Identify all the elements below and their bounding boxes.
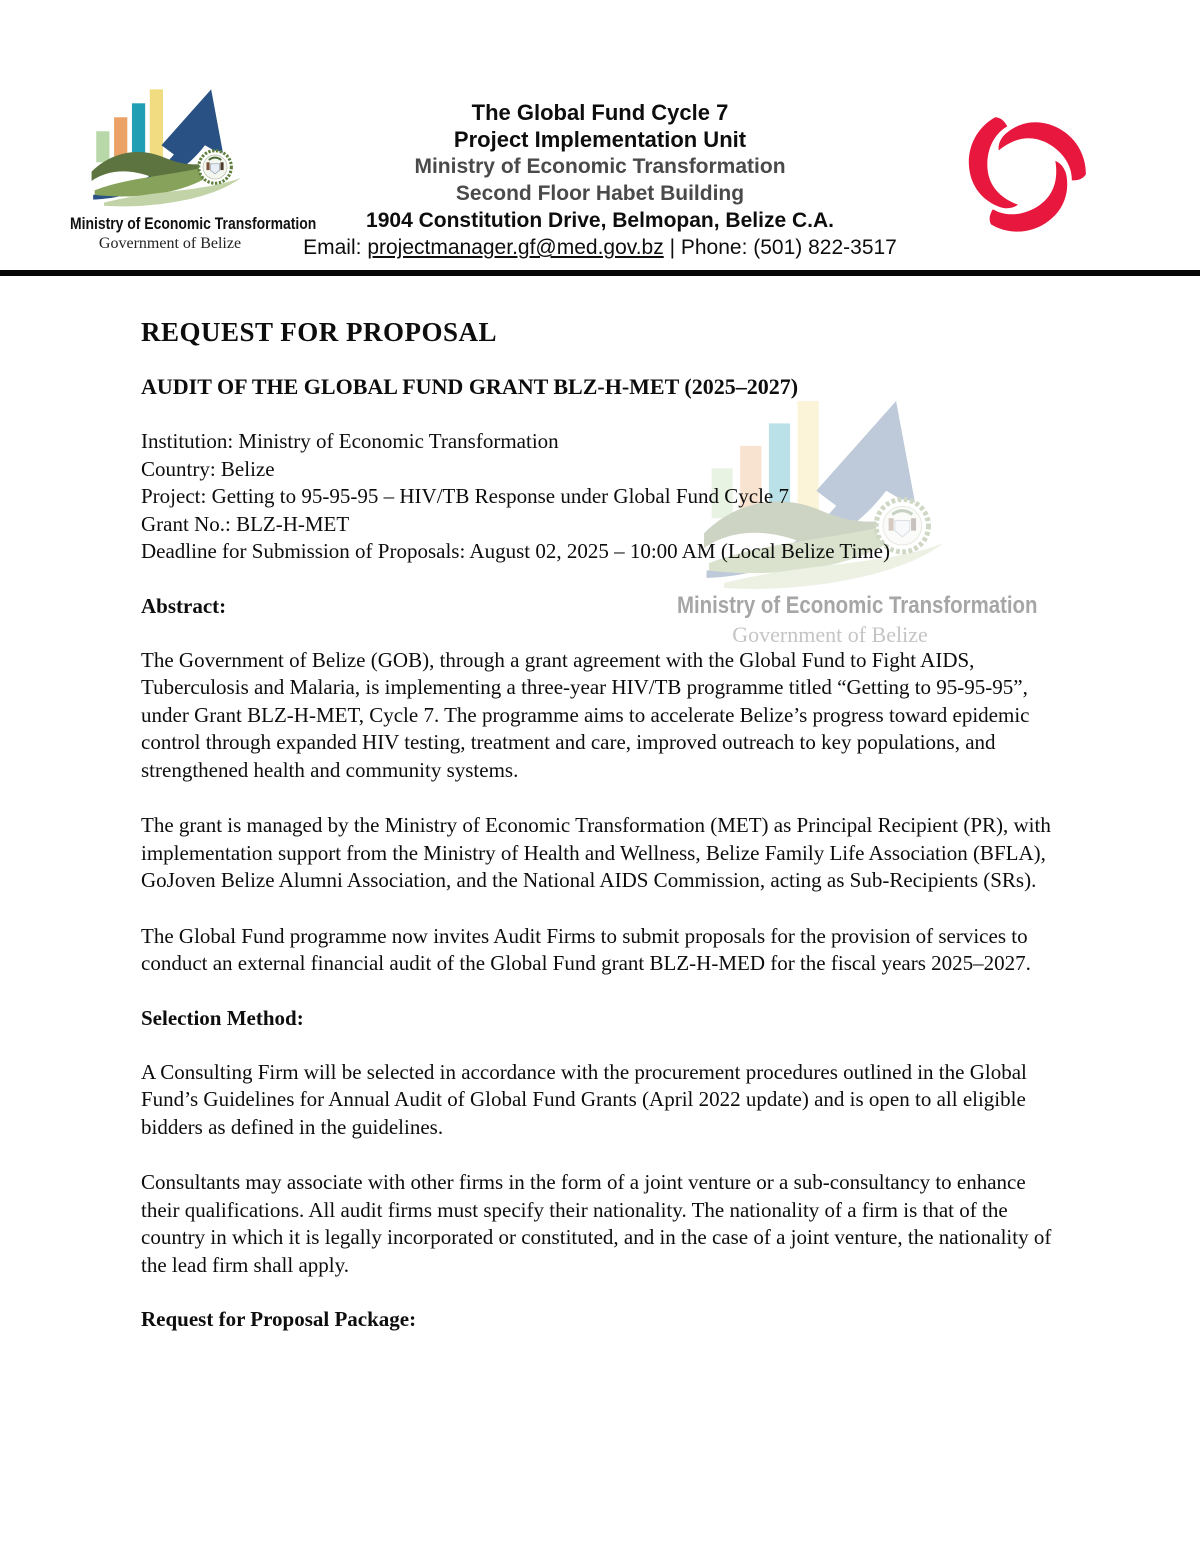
ministry-logo	[48, 80, 317, 253]
section-heading-abstract: Abstract:	[141, 593, 227, 618]
meta-project: Project: Getting to 95-95-95 – HIV/TB Response under Global Fund Cycle 7	[141, 484, 789, 508]
letterhead	[0, 0, 1200, 278]
letterhead-line-3: Ministry of Economic Transformation	[414, 155, 786, 178]
global-fund-logo-icon	[948, 90, 1100, 254]
watermark-line-2: Government of Belize	[732, 622, 928, 647]
document-subject: AUDIT OF THE GLOBAL FUND GRANT BLZ-H-MET (2025–2027)	[141, 374, 799, 399]
section-heading-rfp-package: Request for Proposal Package:	[141, 1307, 417, 1331]
phone-number: Phone: (501) 822-3517	[680, 236, 897, 259]
meta-institution: Institution: Ministry of Economic Transformation	[141, 429, 559, 453]
ministry-logo-icon	[86, 80, 254, 212]
document-body	[141, 305, 1062, 1332]
watermark-line-1: Ministry of Economic Transformation	[677, 592, 1038, 619]
header-divider	[0, 270, 1200, 276]
letterhead-contact-line	[280, 234, 920, 261]
letterhead-text	[280, 99, 920, 261]
contact-separator: |	[663, 236, 681, 259]
letterhead-line-4: Second Floor Habet Building	[455, 182, 745, 205]
letterhead-line-2: Project Implementation Unit	[453, 127, 747, 152]
email-link[interactable]: projectmanager.gf@med.gov.bz	[367, 236, 664, 259]
letterhead-line-5: 1904 Constitution Drive, Belmopan, Belize C.A.	[366, 209, 834, 232]
paragraph: A Consulting Firm will be selected in accordance with the procurement procedures outlined in the Global Fund’s Guidelines for Annual Audit of Global Fund Grants (April 2022 update) and is open to all eligible bidders as defined in the guidelines.	[141, 1059, 1027, 1139]
paragraph: Consultants may associate with other firms in the form of a joint venture or a sub-consultancy to enhance their qualifications. All audit firms must specify their nationality. The nationality of a firm is that of the country in which it is legally incorporated or constituted, and in the case of a joint venture, the nationality of the lead firm shall apply.	[141, 1170, 1052, 1277]
section-heading-selection-method: Selection Method:	[141, 1005, 304, 1030]
paragraph: The grant is managed by the Ministry of Economic Transformation (MET) as Principal Recipient (PR), with implementation support from the Ministry of Health and Wellness, Belize Family Life Association (BFLA), GoJoven Belize Alumni Association, and the National AIDS Commission, acting as Sub-Recipients (SRs).	[141, 813, 1051, 892]
ministry-logo-name: Ministry of Economic Transformation	[69, 214, 317, 233]
document-title: REQUEST FOR PROPOSAL	[141, 317, 498, 347]
ministry-logo-caption: Government of Belize	[98, 235, 242, 252]
meta-country: Country: Belize	[141, 456, 275, 481]
letterhead-line-1: The Global Fund Cycle 7	[471, 100, 729, 125]
meta-grant-no: Grant No.: BLZ-H-MET	[141, 511, 350, 536]
document-meta	[141, 428, 1062, 566]
paragraph: The Government of Belize (GOB), through a grant agreement with the Global Fund to Fight AIDS, Tuberculosis and Malaria, is implementing a three-year HIV/TB programme titled “Getting to 95-95-95”, under Grant BLZ-H-MET, Cycle 7. The programme aims to accelerate Belize’s progress toward epidemic control through expanded HIV testing, treatment and care, improved outreach to key populations, and strengthened health and community systems.	[141, 647, 1030, 782]
email-label: Email:	[303, 236, 368, 259]
meta-deadline: Deadline for Submission of Proposals: August 02, 2025 – 10:00 AM (Local Belize Time)	[141, 539, 890, 563]
paragraph: The Global Fund programme now invites Audit Firms to submit proposals for the provision of services to conduct an external financial audit of the Global Fund grant BLZ-H-MED for the fiscal years 2025–2027.	[141, 923, 1031, 975]
